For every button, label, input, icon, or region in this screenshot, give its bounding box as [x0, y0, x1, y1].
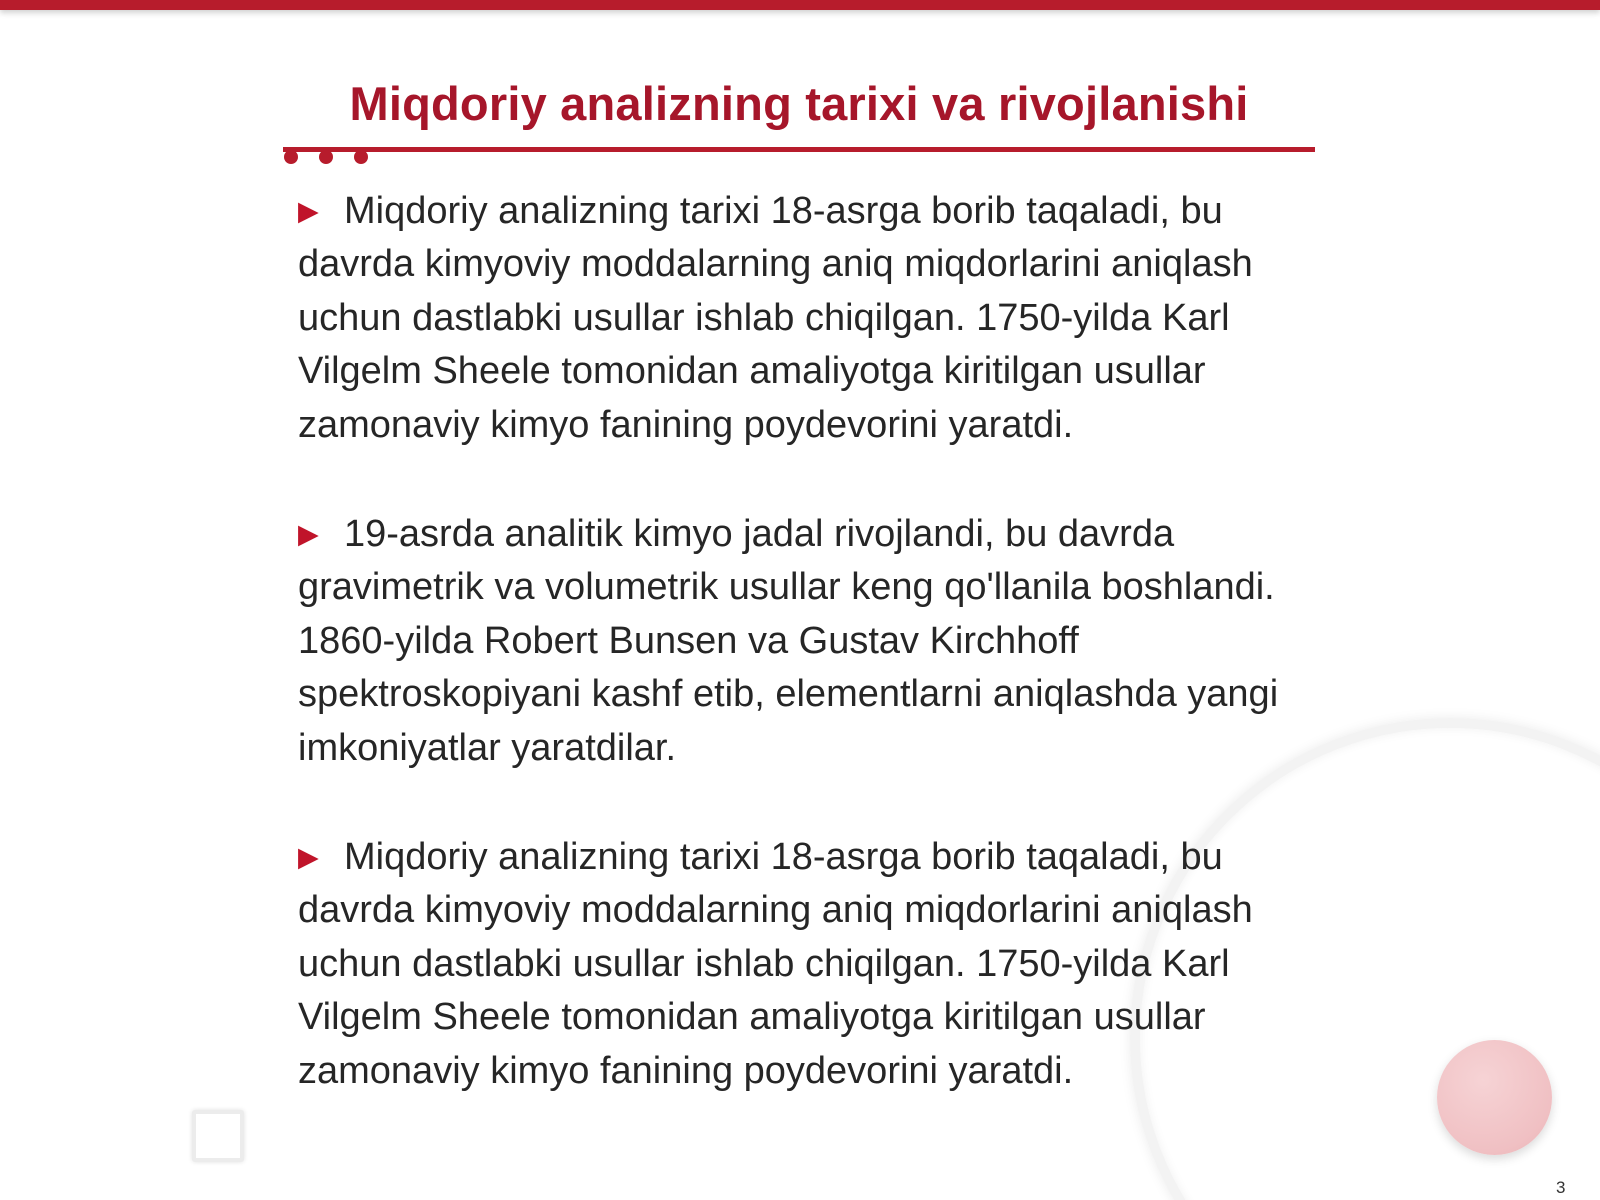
decorative-square	[192, 1110, 244, 1162]
top-accent-bar	[0, 0, 1600, 10]
decorative-pink-circle	[1437, 1040, 1552, 1155]
bullet-paragraph	[298, 831, 1318, 1098]
bullet-triangle-icon: ▶	[298, 519, 319, 550]
accent-dot	[284, 150, 298, 164]
accent-dot	[319, 150, 333, 164]
title-underline	[283, 147, 1315, 152]
slide-title: Miqdoriy analizning tarixi va rivojlanishi	[349, 77, 1249, 130]
bullet-triangle-icon: ▶	[298, 196, 319, 226]
paragraph-text: Miqdoriy analizning tarixi 18-asrga borib taqaladi, bu davrda kimyoviy moddalarning aniq miqdorlarini aniqlash uchun dastlabki usullar ishlab chiqilgan. 1750-yilda Karl Vilgelm Sheele tomonidan amaliyotga kiritilgan usullar zamonaviy kimyo fanining poydevorini yaratdi.	[298, 836, 1253, 1092]
accent-dot	[354, 150, 368, 164]
slide-body	[298, 185, 1318, 1154]
page-number: 3	[1556, 1178, 1566, 1197]
bullet-paragraph	[298, 508, 1318, 775]
bullet-paragraph	[298, 185, 1318, 452]
paragraph-text: Miqdoriy analizning tarixi 18-asrga borib taqaladi, bu davrda kimyoviy moddalarning aniq miqdorlarini aniqlash uchun dastlabki usullar ishlab chiqilgan. 1750-yilda Karl Vilgelm Sheele tomonidan amaliyotga kiritilgan usullar zamonaviy kimyo fanining poydevorini yaratdi.	[298, 190, 1253, 446]
paragraph-text: 19-asrda analitik kimyo jadal rivojlandi, bu davrda gravimetrik va volumetrik usullar keng qo'llanila boshlandi. 1860-yilda Robert Bunsen va Gustav Kirchhoff spektroskopiyani kashf etib, elementlarni aniqlashda yangi imkoniyatlar yaratdilar.	[298, 513, 1279, 769]
bullet-triangle-icon: ▶	[298, 842, 319, 873]
